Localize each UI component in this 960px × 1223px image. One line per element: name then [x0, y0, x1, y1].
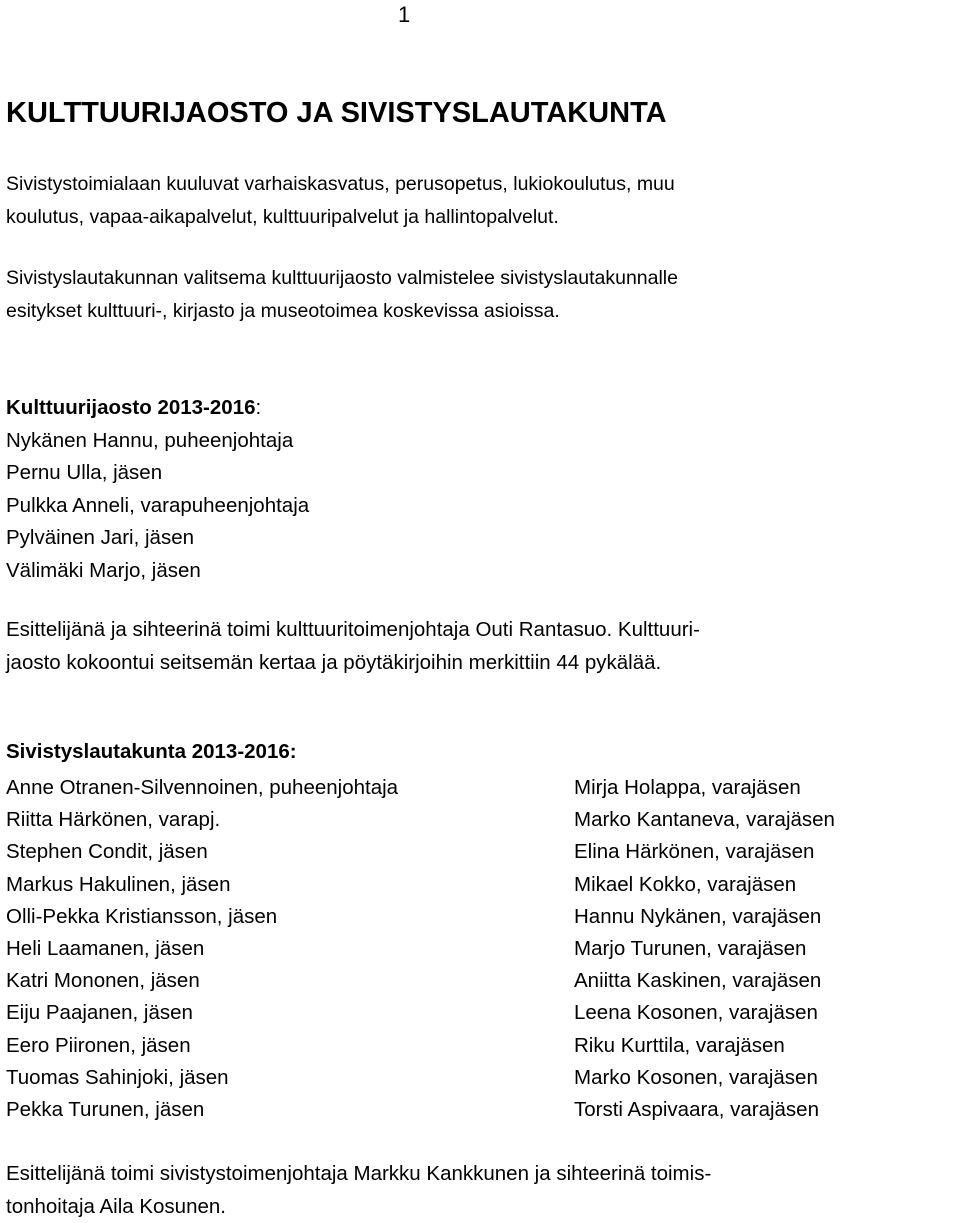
sivistyslautakunta-member: Katri Mononen, jäsen: [6, 965, 398, 997]
intro-paragraph-1-line: koulutus, vapaa-aikapalvelut, kulttuuripalvelut ja hallintopalvelut.: [6, 201, 675, 234]
sivistyslautakunta-note-line: tonhoitaja Aila Kosunen.: [6, 1191, 711, 1223]
sivistyslautakunta-member: Olli-Pekka Kristiansson, jäsen: [6, 901, 398, 933]
sivistyslautakunta-member: Tuomas Sahinjoki, jäsen: [6, 1062, 398, 1094]
kulttuurijaosto-member: Pulkka Anneli, varapuheenjohtaja: [6, 490, 309, 523]
sivistyslautakunta-deputy: Mirja Holappa, varajäsen: [574, 772, 835, 804]
kulttuurijaosto-member: Pylväinen Jari, jäsen: [6, 522, 309, 555]
sivistyslautakunta-deputy: Torsti Aspivaara, varajäsen: [574, 1094, 835, 1126]
sivistyslautakunta-note-line: Esittelijänä toimi sivistystoimenjohtaja Markku Kankkunen ja sihteerinä toimis-: [6, 1158, 711, 1191]
sivistyslautakunta-deputy: Aniitta Kaskinen, varajäsen: [574, 965, 835, 997]
kulttuurijaosto-note-line: jaosto kokoontui seitsemän kertaa ja pöytäkirjoihin merkittiin 44 pykälää.: [6, 647, 700, 680]
sivistyslautakunta-member: Stephen Condit, jäsen: [6, 836, 398, 868]
sivistyslautakunta-members-column: [6, 772, 398, 1126]
kulttuurijaosto-section: [6, 392, 309, 587]
sivistyslautakunta-deputy: Mikael Kokko, varajäsen: [574, 869, 835, 901]
sivistyslautakunta-deputy: Marjo Turunen, varajäsen: [574, 933, 835, 965]
kulttuurijaosto-member: Pernu Ulla, jäsen: [6, 457, 309, 490]
sivistyslautakunta-member: Anne Otranen-Silvennoinen, puheenjohtaja: [6, 772, 398, 804]
kulttuurijaosto-member: Välimäki Marjo, jäsen: [6, 555, 309, 588]
sivistyslautakunta-deputy: Marko Kantaneva, varajäsen: [574, 804, 835, 836]
sivistyslautakunta-member: Markus Hakulinen, jäsen: [6, 869, 398, 901]
sivistyslautakunta-member: Riitta Härkönen, varapj.: [6, 804, 398, 836]
sivistyslautakunta-heading-block: [6, 736, 297, 769]
sivistyslautakunta-deputy: Hannu Nykänen, varajäsen: [574, 901, 835, 933]
intro-paragraph-2: [6, 262, 678, 328]
sivistyslautakunta-member: Pekka Turunen, jäsen: [6, 1094, 398, 1126]
sivistyslautakunta-deputies-column: [574, 772, 835, 1126]
sivistyslautakunta-deputy: Marko Kosonen, varajäsen: [574, 1062, 835, 1094]
kulttuurijaosto-note-line: Esittelijänä ja sihteerinä toimi kulttuuritoimenjohtaja Outi Rantasuo. Kulttuuri-: [6, 614, 700, 647]
document-title: KULTTUURIJAOSTO JA SIVISTYSLAUTAKUNTA: [6, 95, 667, 131]
sivistyslautakunta-member: Heli Laamanen, jäsen: [6, 933, 398, 965]
sivistyslautakunta-note: [6, 1158, 711, 1223]
kulttuurijaosto-heading: [6, 392, 309, 425]
page-number: 1: [398, 0, 410, 30]
intro-paragraph-2-line: Sivistyslautakunnan valitsema kulttuurijaosto valmistelee sivistyslautakunnalle: [6, 262, 678, 295]
sivistyslautakunta-member: Eero Piironen, jäsen: [6, 1030, 398, 1062]
kulttuurijaosto-note: [6, 614, 700, 679]
sivistyslautakunta-deputy: Leena Kosonen, varajäsen: [574, 997, 835, 1029]
intro-paragraph-1: [6, 168, 675, 234]
kulttuurijaosto-heading-text: Kulttuurijaosto 2013-2016: [6, 396, 256, 419]
intro-paragraph-2-line: esitykset kulttuuri-, kirjasto ja museotoimea koskevissa asioissa.: [6, 295, 678, 328]
kulttuurijaosto-heading-colon: :: [256, 396, 262, 419]
intro-paragraph-1-line: Sivistystoimialaan kuuluvat varhaiskasvatus, perusopetus, lukiokoulutus, muu: [6, 168, 675, 201]
kulttuurijaosto-member: Nykänen Hannu, puheenjohtaja: [6, 425, 309, 458]
sivistyslautakunta-heading: Sivistyslautakunta 2013-2016:: [6, 736, 297, 769]
sivistyslautakunta-member: Eiju Paajanen, jäsen: [6, 997, 398, 1029]
sivistyslautakunta-deputy: Riku Kurttila, varajäsen: [574, 1030, 835, 1062]
sivistyslautakunta-deputy: Elina Härkönen, varajäsen: [574, 836, 835, 868]
